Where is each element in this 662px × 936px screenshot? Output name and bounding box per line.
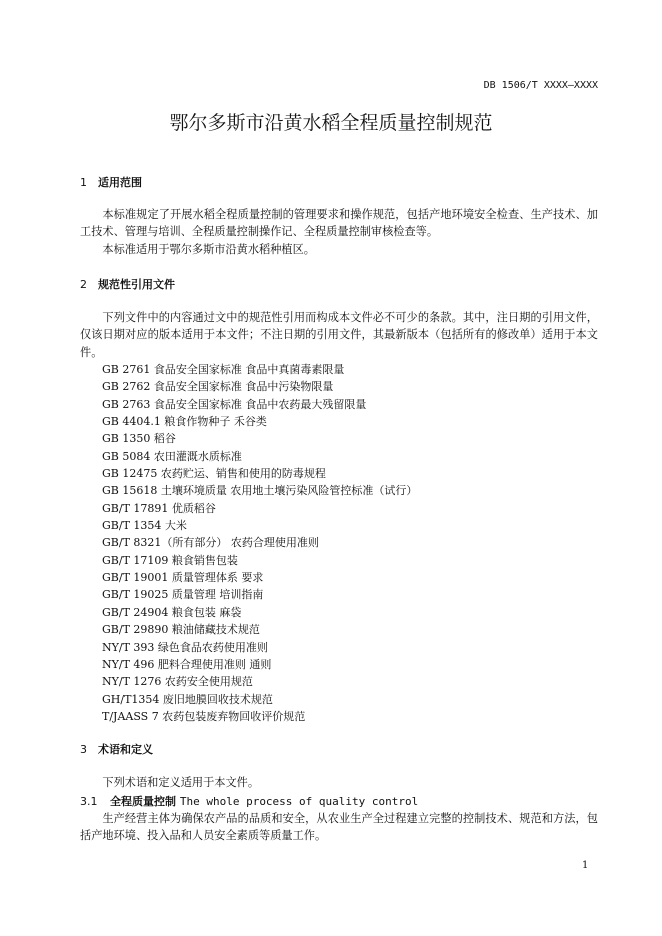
section-title: 术语和定义 <box>98 743 153 756</box>
term-definition <box>80 810 598 845</box>
reference-item: NY/T 393 绿色食品农药使用准则 <box>102 640 268 654</box>
document-title: 鄂尔多斯市沿黄水稻全程质量控制规范 <box>169 112 493 134</box>
section-title: 适用范围 <box>98 176 142 189</box>
reference-item: GB/T 19001 质量管理体系 要求 <box>102 571 264 585</box>
reference-item: GB/T 17891 优质稻谷 <box>102 501 216 515</box>
reference-item: GB 15618 土壤环境质量 农用地土壤污染风险管控标准（试行） <box>102 484 418 498</box>
term-en: The whole process of quality control <box>179 795 419 808</box>
section-2-body <box>80 309 598 361</box>
reference-item: GB 2762 食品安全国家标准 食品中污染物限量 <box>102 380 334 394</box>
page-number: 1 <box>582 860 589 871</box>
reference-item: T/JAASS 7 农药包装废弃物回收评价规范 <box>102 709 306 723</box>
section-number: 2 <box>80 278 87 291</box>
reference-item: GB/T 19025 质量管理 培训指南 <box>102 588 264 602</box>
section-1-heading <box>80 174 142 190</box>
paragraph: 本标准适用于鄂尔多斯市沿黄水稻种植区。 <box>102 242 315 256</box>
term-number: 3.1 <box>80 795 98 808</box>
reference-item: GB 2763 食品安全国家标准 食品中农药最大残留限量 <box>102 397 367 411</box>
section-title: 规范性引用文件 <box>98 278 175 291</box>
reference-item: GB/T 8321（所有部分） 农药合理使用准则 <box>102 536 319 550</box>
reference-item: GB 4404.1 粮食作物种子 禾谷类 <box>102 415 267 429</box>
reference-item: GB 1350 稻谷 <box>102 432 176 446</box>
section-1-body <box>80 206 598 258</box>
section-2-heading <box>80 276 175 292</box>
reference-item: GB 12475 农药贮运、销售和使用的防毒规程 <box>102 467 326 481</box>
section-3-body <box>80 774 598 791</box>
reference-item: GB 5084 农田灌溉水质标准 <box>102 449 242 463</box>
reference-item: GB/T 24904 粮食包装 麻袋 <box>102 605 242 619</box>
section-number: 1 <box>80 176 87 189</box>
term-cn: 全程质量控制 <box>110 795 176 808</box>
paragraph: 下列文件中的内容通过文中的规范性引用而构成本文件必不可少的条款。其中，注日期的引用文件，仅该日期对应的版本适用于本文件；不注日期的引用文件，其最新版本（包括所有的修改单）适用于本文件。 <box>80 311 598 359</box>
reference-list <box>102 361 417 725</box>
reference-item: GB/T 29890 粮油储藏技术规范 <box>102 623 260 637</box>
section-number: 3 <box>80 743 87 756</box>
paragraph: 本标准规定了开展水稻全程质量控制的管理要求和操作规范，包括产地环境安全检查、生产技术、加工技术、管理与培训、全程质量控制操作记、全程质量控制审核检查等。 <box>80 208 598 239</box>
document-code: DB 1506/T XXXX—XXXX <box>483 80 598 91</box>
reference-item: GB/T 1354 大米 <box>102 519 187 533</box>
term-heading <box>80 793 418 809</box>
paragraph: 生产经营主体为确保农产品的品质和安全，从农业生产全过程建立完整的控制技术、规范和方法，包括产地环境、投入品和人员安全素质等质量工作。 <box>80 812 598 843</box>
reference-item: NY/T 496 肥料合理使用准则 通则 <box>102 657 272 671</box>
reference-item: GB/T 17109 粮食销售包装 <box>102 553 238 567</box>
reference-item: NY/T 1276 农药安全使用规范 <box>102 675 253 689</box>
reference-item: GH/T1354 废旧地膜回收技术规范 <box>102 692 273 706</box>
reference-item: GB 2761 食品安全国家标准 食品中真菌毒素限量 <box>102 363 345 376</box>
paragraph: 下列术语和定义适用于本文件。 <box>102 776 260 789</box>
section-3-heading <box>80 741 153 757</box>
